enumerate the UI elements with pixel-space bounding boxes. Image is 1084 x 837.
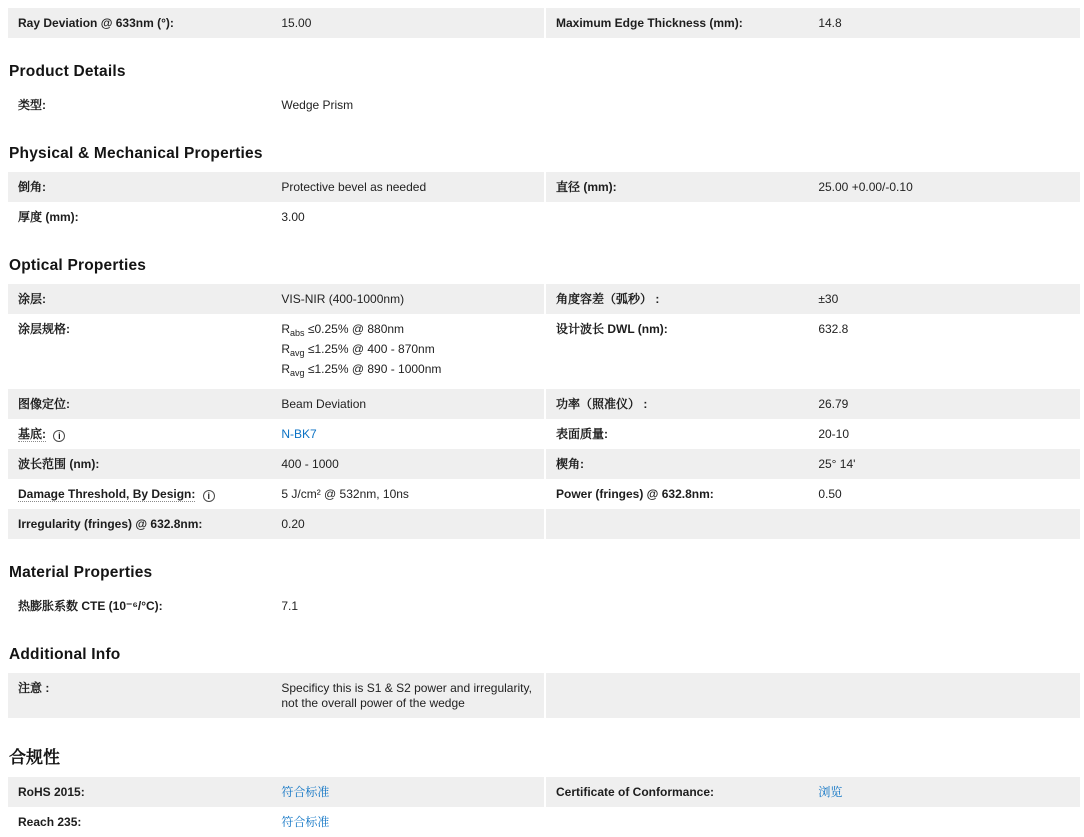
spec-row (8, 8, 1080, 38)
spec-label (8, 419, 281, 449)
spec-label-text: Maximum Edge Thickness (mm): (556, 16, 743, 30)
spec-label-text: 图像定位: (18, 397, 70, 411)
spec-value (818, 777, 1080, 807)
spec-label-text: 类型: (18, 98, 46, 112)
spec-row-half (544, 314, 1080, 389)
spec-label-text[interactable]: 基底: (18, 427, 46, 441)
spec-value: 0.20 (281, 517, 305, 531)
spec-value (281, 419, 544, 449)
spec-label-text: 厚度 (mm): (18, 210, 79, 224)
spec-value: 26.79 (818, 397, 849, 411)
spec-row-half (8, 8, 544, 38)
spec-row-half (8, 314, 544, 389)
spec-label (546, 479, 818, 509)
spec-value: 20-10 (818, 427, 850, 441)
spec-label (546, 389, 818, 419)
spec-value-link[interactable]: 浏览 (818, 785, 843, 799)
spec-row-half (8, 479, 544, 509)
spec-row (8, 449, 1080, 479)
spec-label-text: Irregularity (fringes) @ 632.8nm: (18, 517, 203, 531)
spec-row-half (544, 591, 1080, 621)
spec-label-text: 直径 (mm): (556, 180, 617, 194)
section-top-specs (8, 8, 1080, 38)
spec-label-text: 表面质量: (556, 427, 608, 441)
spec-row-half (8, 449, 544, 479)
spec-row (8, 284, 1080, 314)
spec-row (8, 90, 1080, 120)
spec-row (8, 807, 1080, 837)
spec-value: 5 J/cm² @ 532nm, 10ns (281, 487, 409, 501)
spec-value-link[interactable]: 符合标准 (281, 815, 330, 829)
spec-label (8, 90, 281, 120)
spec-row-half (544, 449, 1080, 479)
spec-row-half (8, 673, 544, 718)
spec-row-half (8, 202, 544, 232)
spec-label-text[interactable]: Damage Threshold, By Design: (18, 487, 196, 501)
spec-label (8, 389, 281, 419)
spec-label-text: 涂层规格: (18, 322, 70, 336)
spec-label (546, 172, 818, 202)
subscript-text: abs (290, 328, 305, 338)
section-material-properties (8, 564, 1080, 621)
spec-row-half (8, 419, 544, 449)
spec-row-half (544, 807, 1080, 837)
spec-value: Specificy this is S1 & S2 power and irregularity, not the overall power of the wedge (281, 681, 532, 710)
spec-value: 25° 14' (818, 457, 856, 471)
spec-row-half (544, 509, 1080, 539)
subscript-text: avg (290, 368, 305, 378)
spec-value: 14.8 (818, 16, 842, 30)
spec-row-half (544, 419, 1080, 449)
spec-value: 632.8 (818, 322, 849, 336)
spec-label-text: 设计波长 DWL (nm): (556, 322, 668, 336)
spec-label (8, 449, 281, 479)
section-product-details (8, 63, 1080, 120)
spec-label (8, 284, 281, 314)
spec-row-half (544, 284, 1080, 314)
section-physical-mechanical-properties (8, 145, 1080, 232)
spec-label-text: 楔角: (556, 457, 584, 471)
spec-label (8, 777, 281, 807)
spec-row-half (544, 479, 1080, 509)
spec-row-half (8, 90, 544, 120)
spec-value: 7.1 (281, 599, 299, 613)
spec-row-half (8, 509, 544, 539)
spec-label (8, 591, 281, 621)
spec-label-text: 热膨胀系数 CTE (10⁻⁶/°C): (18, 599, 163, 613)
spec-label (8, 202, 281, 232)
subscript-text: avg (290, 348, 305, 358)
spec-label-text: Ray Deviation @ 633nm (°): (18, 16, 174, 30)
spec-row-half (8, 777, 544, 807)
spec-label (8, 673, 281, 718)
spec-row (8, 777, 1080, 807)
spec-label-text: 注意 : (18, 681, 50, 695)
spec-row-half (8, 807, 544, 837)
spec-row (8, 673, 1080, 718)
section-title: Additional Info (9, 646, 121, 663)
spec-row-half (544, 389, 1080, 419)
spec-label (8, 807, 281, 837)
section-title: Physical & Mechanical Properties (9, 145, 263, 162)
info-icon[interactable]: i (53, 430, 65, 442)
spec-label (8, 314, 281, 389)
spec-row-half (544, 90, 1080, 120)
spec-row-half (544, 777, 1080, 807)
spec-value-line: $R_{avg} \le 1.25\%$ @ 890 - 1000nm (281, 362, 442, 378)
spec-label-text: RoHS 2015: (18, 785, 85, 799)
spec-value (281, 314, 544, 389)
spec-row-half (544, 202, 1080, 232)
spec-row (8, 172, 1080, 202)
section-additional-info (8, 646, 1080, 718)
spec-row-half (8, 389, 544, 419)
spec-label-text: 角度容差（弧秒） : (556, 292, 660, 306)
spec-label-text: 功率（照准仪） : (556, 397, 648, 411)
spec-row (8, 389, 1080, 419)
spec-row-half (8, 591, 544, 621)
spec-label (546, 314, 818, 389)
spec-value: 0.50 (818, 487, 842, 501)
spec-row (8, 509, 1080, 539)
spec-value: Wedge Prism (281, 98, 354, 112)
spec-label (546, 777, 818, 807)
spec-label (546, 284, 818, 314)
spec-label-text: Certificate of Conformance: (556, 785, 715, 799)
spec-value-line: $R_{abs} \le 0.25\%$ @ 880nm (281, 322, 405, 338)
spec-label (546, 8, 818, 38)
spec-label (8, 479, 281, 509)
spec-row (8, 591, 1080, 621)
spec-value-link[interactable]: 符合标准 (281, 785, 330, 799)
spec-value-link[interactable]: N-BK7 (281, 427, 317, 441)
spec-value: 400 - 1000 (281, 457, 339, 471)
spec-row (8, 314, 1080, 389)
spec-value: 25.00 +0.00/-0.10 (818, 180, 913, 194)
spec-label (8, 509, 281, 539)
spec-row (8, 479, 1080, 509)
section-compliance (8, 743, 1080, 837)
spec-label (546, 449, 818, 479)
section-title: Product Details (9, 63, 126, 80)
spec-label (8, 172, 281, 202)
spec-table (8, 8, 1080, 837)
spec-row (8, 202, 1080, 232)
spec-value-line: $R_{avg} \le 1.25\%$ @ 400 - 870nm (281, 342, 435, 358)
spec-row-half (544, 8, 1080, 38)
spec-row (8, 419, 1080, 449)
info-icon[interactable]: i (203, 490, 215, 502)
spec-label-text: 波长范围 (nm): (18, 457, 100, 471)
spec-label-text: Power (fringes) @ 632.8nm: (556, 487, 714, 501)
spec-label-text: Reach 235: (18, 815, 82, 829)
spec-label (546, 419, 818, 449)
section-optical-properties (8, 257, 1080, 539)
spec-label (8, 8, 281, 38)
spec-value (281, 777, 544, 807)
spec-label-text: 涂层: (18, 292, 46, 306)
section-title: Material Properties (9, 564, 153, 581)
spec-value: 3.00 (281, 210, 305, 224)
spec-value: VIS-NIR (400-1000nm) (281, 292, 405, 306)
spec-row-half (544, 673, 1080, 718)
section-title: Optical Properties (9, 257, 147, 274)
spec-row-half (8, 172, 544, 202)
spec-value (281, 807, 544, 837)
spec-value: ±30 (818, 292, 839, 306)
spec-row-half (8, 284, 544, 314)
spec-value: Beam Deviation (281, 397, 367, 411)
spec-value: Protective bevel as needed (281, 180, 427, 194)
spec-label-text: 倒角: (18, 180, 46, 194)
spec-row-half (544, 172, 1080, 202)
spec-value: 15.00 (281, 16, 312, 30)
section-title: 合规性 (9, 748, 60, 767)
